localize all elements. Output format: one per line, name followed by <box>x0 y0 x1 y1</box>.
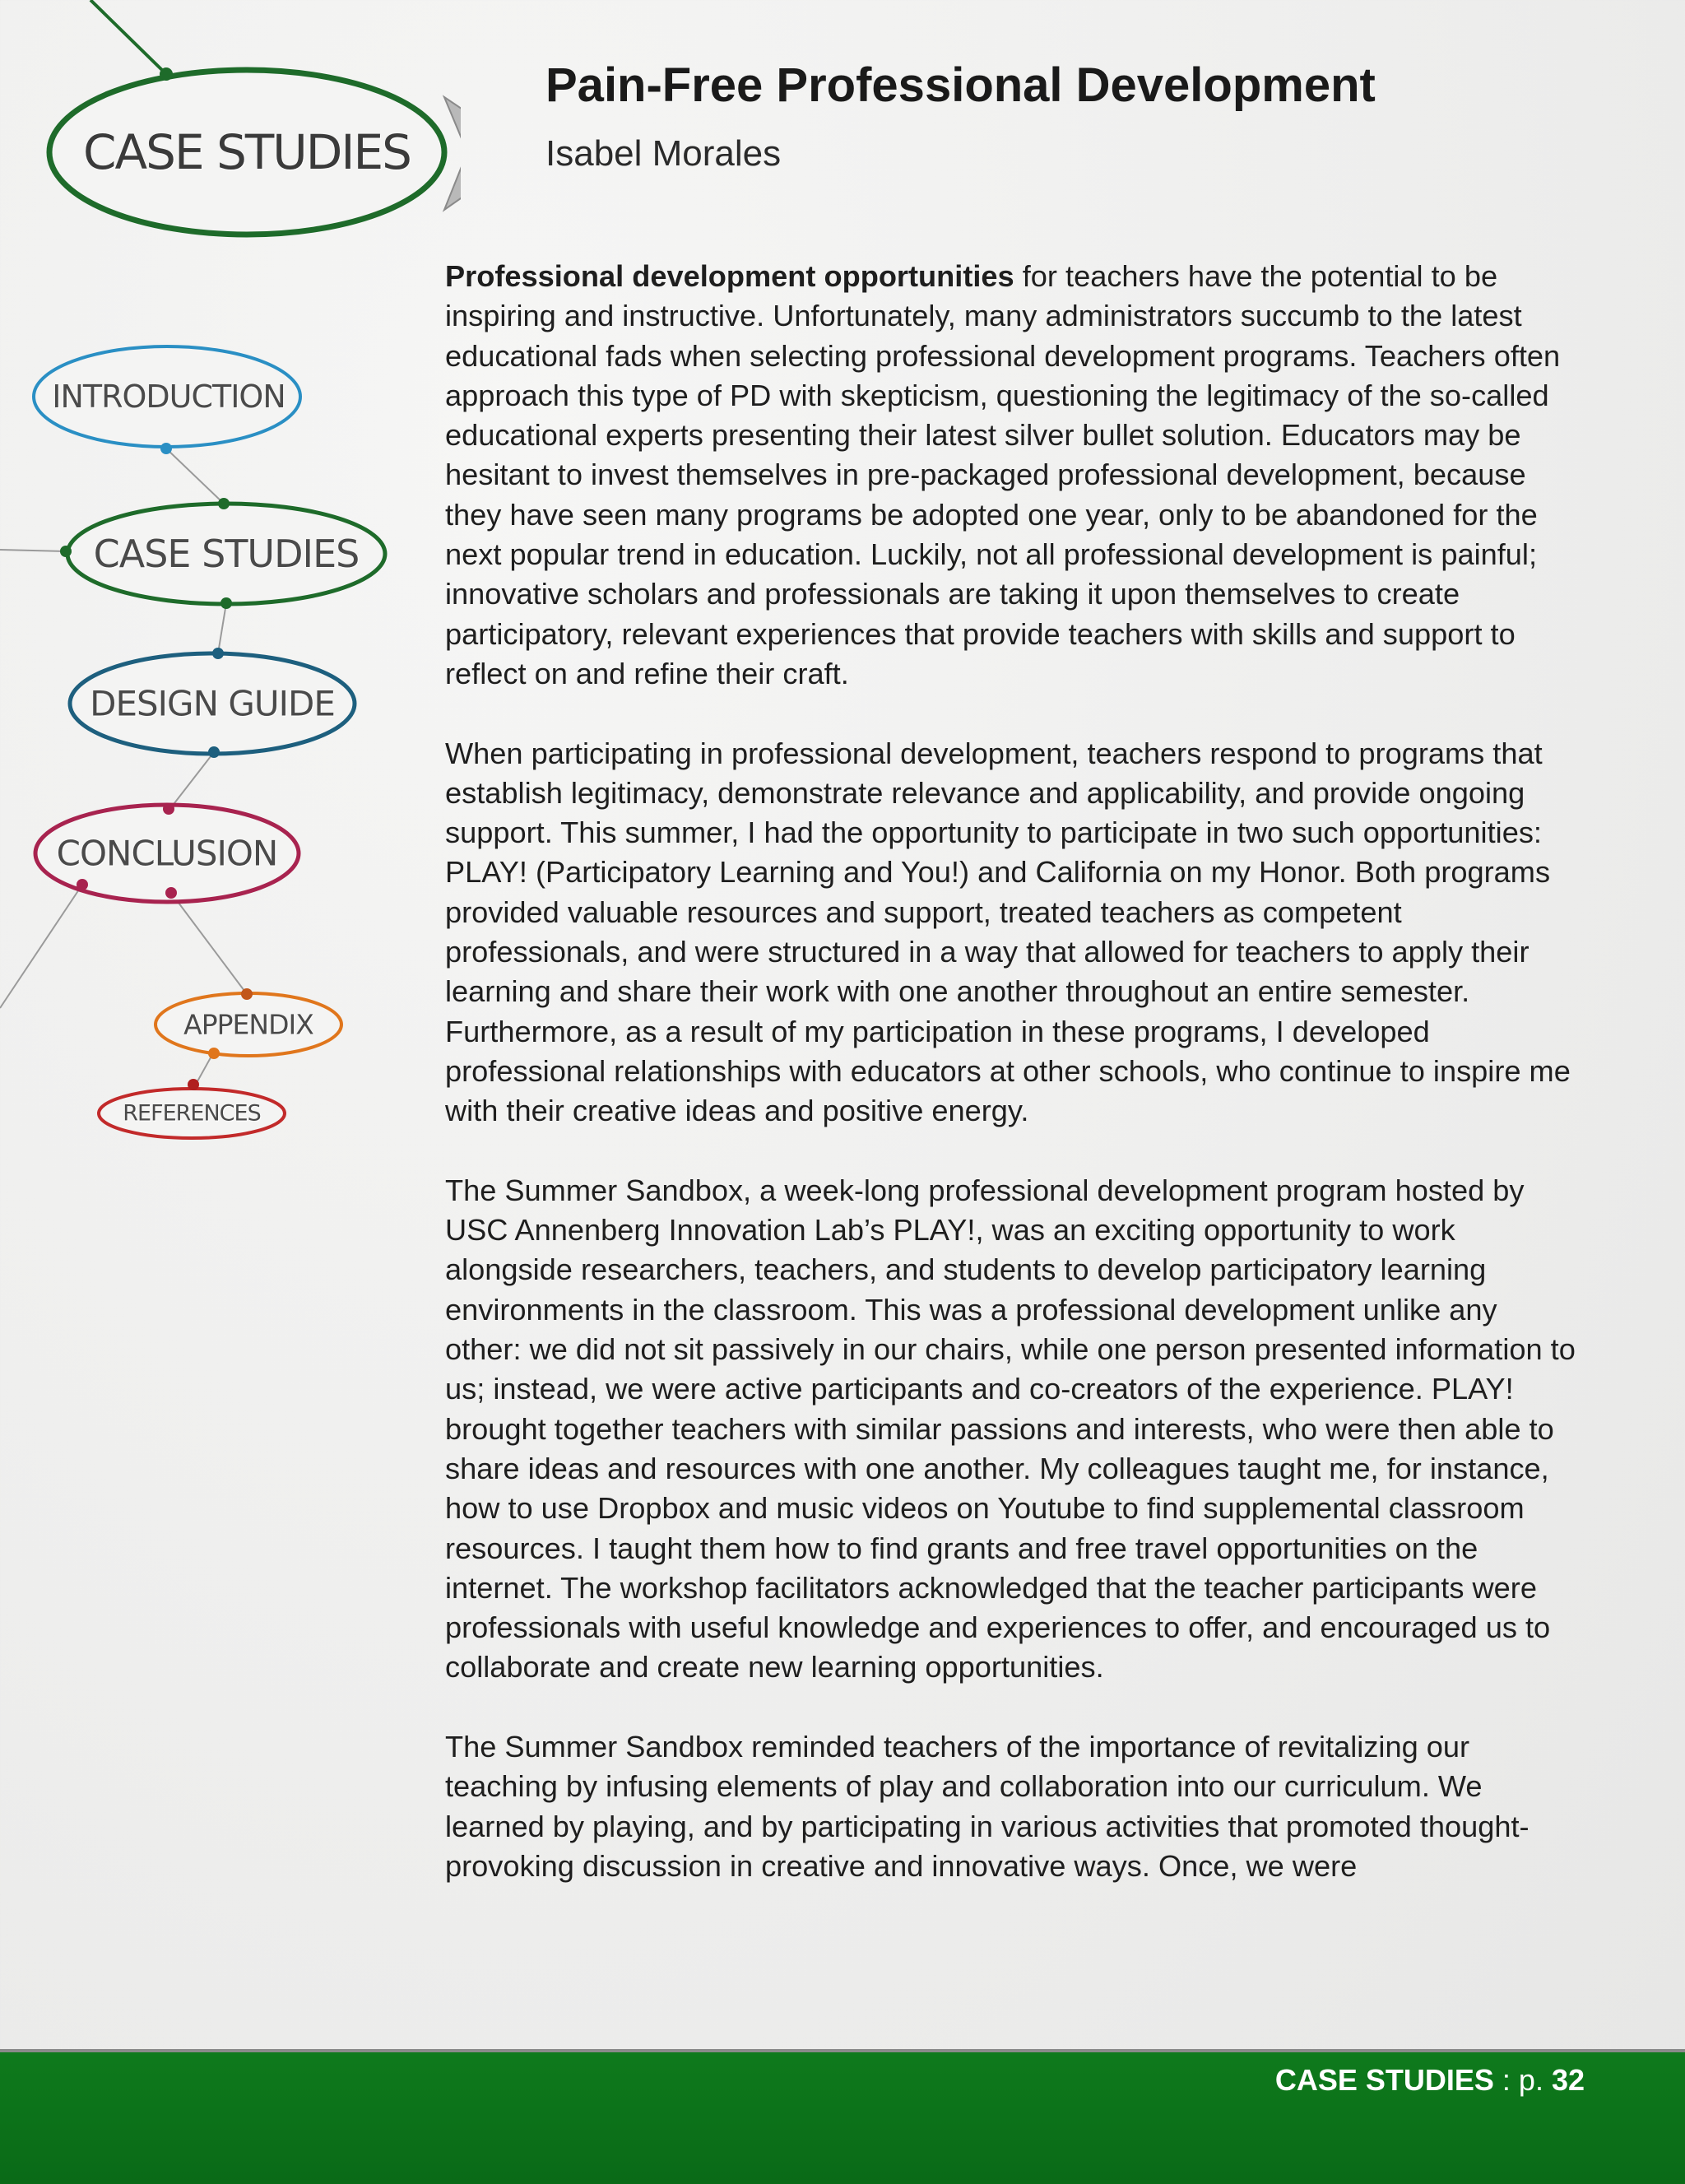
paragraph-4: The Summer Sandbox reminded teachers of the importance of revitalizing our teaching by infusing elements of play and collaboration into our curriculum. We learned by playing, and by participating in various activities that promoted thought-provoking discussion in creative and innovative ways. Once, we were <box>445 1729 1529 1883</box>
paragraph-2: When participating in professional development, teachers respond to programs that establish legitimacy, demonstrate relevance and applicability, and provide ongoing support. This summer, I had the opportunity to participate in two such opportunities: PLAY! (Participatory Learning and You!) and California on my Honor. Both programs provided valuable resources and support, treated teachers as competent professionals, and were structured in a way that allowed for teachers to apply their learning and share their work with one another throughout an entire semester. Furthermore, as a result of my participation in these programs, I developed professional relationships with educators at other schools, who continue to inspire me with their creative ideas and positive energy. <box>445 736 1571 1128</box>
header-badge: CASE STUDIES <box>82 124 411 180</box>
nav-item-references[interactable]: REFERENCES <box>123 1100 261 1127</box>
paragraph-1: Professional development opportunities for teachers have the potential to be inspiring and instructive. Unfortunately, many administrators succumb to the latest educational fads when selecting professional development programs. Teachers often approach this type of PD with skepticism, questioning the legitimacy of the so-called educational experts presenting their latest silver bullet solution. Educators may be hesitant to invest themselves in pre-packaged professional development, because they have seen many programs be adopted one year, only to be abandoned for the next popular trend in education. Luckily, not all professional development is painful; innovative scholars and professionals are taking it upon themselves to create participatory, relevant experiences that provide teachers with skills and support to reflect on and refine their craft. <box>445 259 1561 690</box>
paragraph-3: The Summer Sandbox, a week-long professional development program hosted by USC Annenberg Innovation Lab’s PLAY!, was an exciting opportunity to work alongside researchers, teachers, and students to develop participatory learning environments in the classroom. This was a professional development unlike any other: we did not sit passively in our chairs, while one person presented information to us; instead, we were active participants and co-creators of the experience. PLAY! brought together teachers with similar passions and interests, who were then able to share ideas and resources with one another. My colleagues taught me, for instance, how to use Dropbox and music videos on Youtube to find supplemental classroom resources. I taught them how to find grants and free travel opportunities on the internet. The workshop facilitators acknowledged that the teacher participants were professionals with useful knowledge and experiences to offer, and encouraged us to collaborate and create new learning opportunities. <box>445 1173 1576 1684</box>
page-footer <box>1275 2063 1585 2098</box>
article-body <box>445 257 1581 1886</box>
nav-item-introduction[interactable]: INTRODUCTION <box>52 379 285 415</box>
nav-item-case-studies[interactable]: CASE STUDIES <box>93 532 360 576</box>
nav-item-design-guide[interactable]: DESIGN GUIDE <box>90 683 335 724</box>
article-author: Isabel Morales <box>545 133 782 174</box>
nav-item-conclusion[interactable]: CONCLUSION <box>56 833 278 874</box>
footer-separator: : p. <box>1493 2063 1552 2097</box>
article-title: Pain-Free Professional Development <box>545 58 1376 112</box>
footer-section: CASE STUDIES <box>1274 2063 1494 2097</box>
nav-item-appendix[interactable]: APPENDIX <box>183 1008 313 1041</box>
page-number: 32 <box>1551 2063 1585 2097</box>
lead-phrase: Professional development opportunities <box>445 259 1014 293</box>
